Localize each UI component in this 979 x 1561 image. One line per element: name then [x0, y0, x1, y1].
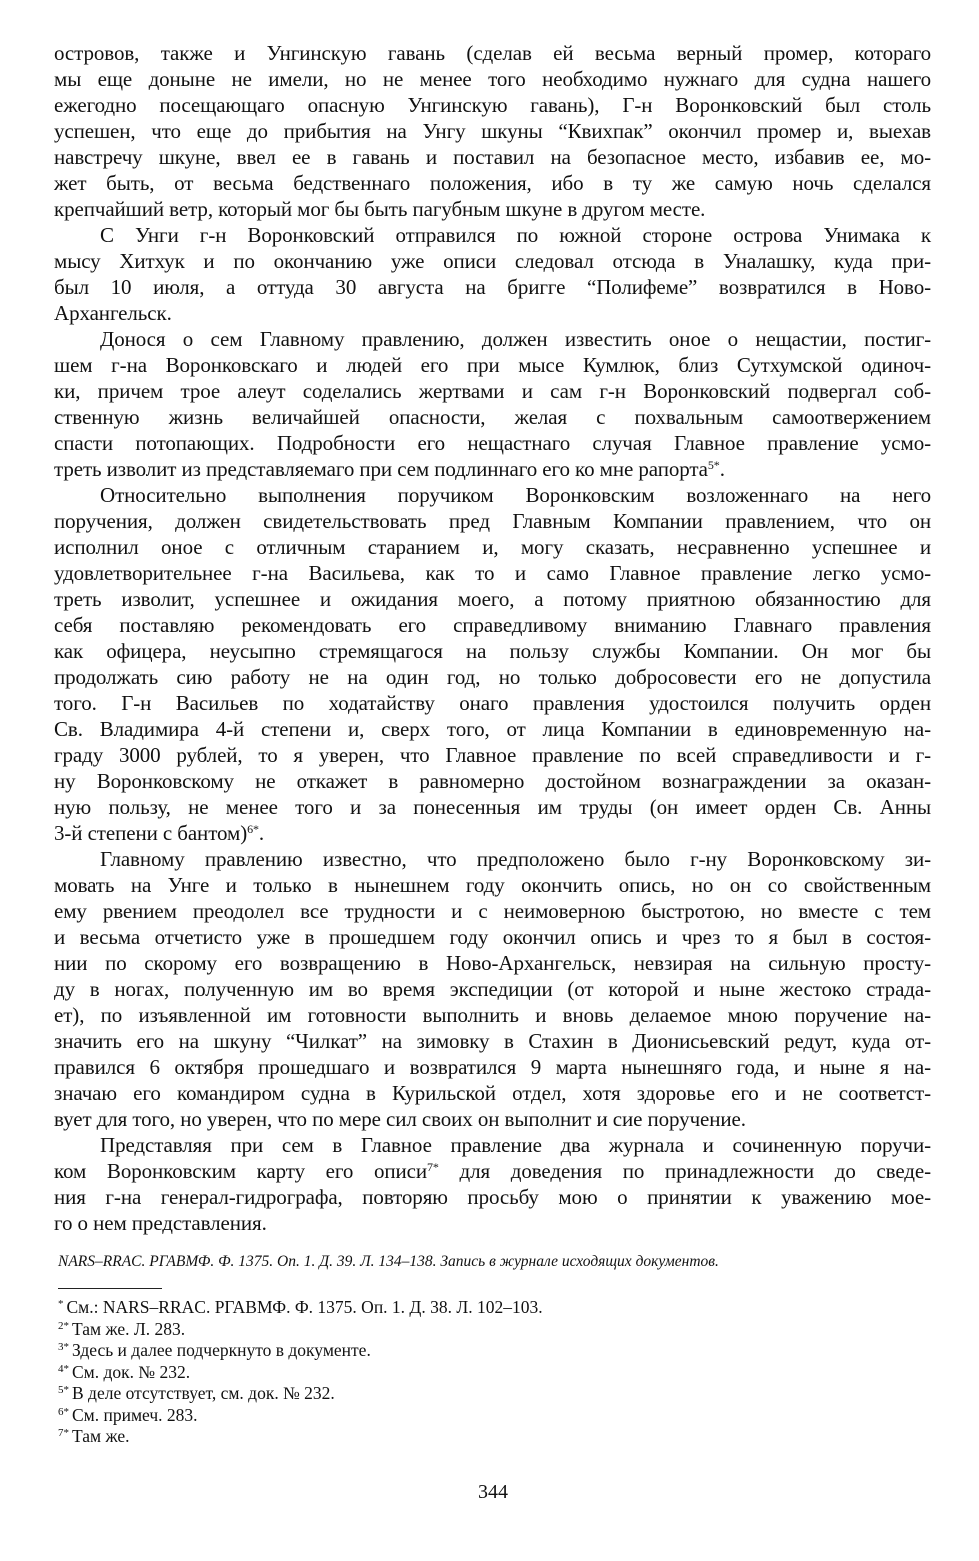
footnote-mark: 5* [58, 1384, 69, 1396]
text-line [54, 976, 931, 1002]
line-text: жет быть, от весьма бедственнаго положения, ибо в ту же самую ночь сделался [54, 171, 931, 195]
footnote-item [58, 1297, 543, 1319]
line-text: Представляя при сем в Главное правление два журнала и сочиненную поручи- [100, 1133, 931, 1157]
line-text: продолжать сию работу не на один год, но только добросовести его не допустила [54, 665, 931, 689]
line-text-after: для доведения по принадлежности до сведе- [438, 1159, 931, 1183]
footnote-item [58, 1426, 543, 1448]
line-text: мовать на Унге и только в нынешнем году окончить опись, но он со свойственным [54, 873, 931, 897]
line-text: шем г-на Воронковскаго и людей его при мысе Кумлюк, близ Сутхумской одиноч- [54, 353, 931, 377]
line-text: Архангельск. [54, 301, 172, 325]
text-line [54, 300, 931, 326]
text-line [54, 274, 931, 300]
line-text: Относительно выполнения поручиком Воронковским возложеннаго на него [100, 483, 931, 507]
line-text: граду 3000 рублей, то я уверен, что Главное правление по всей справедливости и г- [54, 743, 931, 767]
text-line [54, 92, 931, 118]
line-text: значить его на шкуну “Чилкат” на зимовку в Стахин в Дионисьевский редут, куда от- [54, 1029, 931, 1053]
line-text: Главному правлению известно, что предположено было г-ну Воронковскому зи- [100, 847, 931, 871]
text-line [54, 66, 931, 92]
footnote-text: См. примеч. 283. [72, 1404, 198, 1425]
text-line [54, 820, 931, 846]
text-line [54, 170, 931, 196]
text-line [54, 508, 931, 534]
text-line [54, 482, 931, 508]
line-text: ежегодно посещающаго опасную Унгинскую гавань), Г-н Воронковский был столь [54, 93, 931, 117]
footnote-item [58, 1383, 543, 1405]
line-text: и весьма отчетисто уже в прошедшем году окончил опись и чрез то я был в состоя- [54, 925, 931, 949]
footnote-text: См. док. № 232. [72, 1361, 191, 1382]
line-text: навстречу шкуне, ввел ее в гавань и поставил на безопасное место, избавив ее, мо- [54, 145, 931, 169]
text-line [54, 924, 931, 950]
text-line [54, 794, 931, 820]
text-line [54, 534, 931, 560]
footnotes [58, 1297, 543, 1448]
text-line [54, 742, 931, 768]
line-text: ну Воронковскому не откажет в равномерно достойном вознаграждении за оказан- [54, 769, 931, 793]
text-line [54, 1132, 931, 1158]
footnote-mark: 4* [58, 1362, 69, 1375]
footnote-item [58, 1340, 543, 1362]
line-text: ет), по изъявленной им готовности выполнить и вновь делаемое мною поручение на- [54, 1003, 931, 1027]
line-text: ственную жизнь величайшей опасности, желая с похвальным самоотвержением [54, 405, 931, 429]
footnote-item [58, 1405, 543, 1427]
footnote-text: Там же. [72, 1426, 130, 1446]
footnote-text: См.: NARS–RRAC. РГАВМФ. Ф. 1375. Оп. 1. Д. 38. Л. 102–103. [66, 1297, 543, 1317]
text-line [54, 352, 931, 378]
line-text: спасти потопающих. Подробности его нещастнаго случая Главное правление усмо- [54, 431, 931, 455]
text-line [54, 144, 931, 170]
footnote-mark: 6* [58, 1405, 69, 1418]
text-line [54, 898, 931, 924]
line-text: исполнил оное с отличным старанием и, могу сказать, несравненно успешнее и [54, 535, 931, 559]
footnote-item [58, 1362, 543, 1384]
line-text: того. Г-н Васильев по ходатайству онаго правления удостоился получить орден [54, 691, 931, 715]
text-line [54, 1080, 931, 1106]
footnote-mark: * [58, 1298, 64, 1310]
footnote-mark: 3* [58, 1341, 69, 1353]
text-line [54, 40, 931, 66]
text-line [54, 1158, 931, 1184]
text-line [54, 690, 931, 716]
line-text: мысу Хитхук и по окончанию уже описи следовал отсюда в Уналашку, куда при- [54, 249, 931, 273]
line-text: Донося о сем Главному правлению, должен известить оное о нещастии, постиг- [100, 327, 931, 351]
text-line [54, 118, 931, 144]
footnote-text: В деле отсутствует, см. док. № 232. [72, 1383, 335, 1403]
line-text: ния г-на генерал-гидрографа, повторяю просьбу мою о принятии к уважению мое- [54, 1185, 931, 1209]
document-body [54, 40, 931, 1236]
footnote-divider [58, 1288, 162, 1289]
line-text: поручения, должен свидетельствовать пред Главным Компании правлением, что он [54, 509, 931, 533]
footnote-text: Здесь и далее подчеркнуто в документе. [72, 1340, 371, 1360]
footnote-text: Там же. Л. 283. [72, 1318, 186, 1339]
text-line [54, 1054, 931, 1080]
text-line [54, 404, 931, 430]
page-number: 344 [478, 1481, 508, 1503]
text-line [54, 326, 931, 352]
line-text: С Унги г-н Воронковский отправился по южной стороне острова Унимака к [100, 223, 931, 247]
line-text: треть изволит из представляемаго при сем подлиннаго его ко мне рапорта [54, 457, 708, 481]
footnote-reference[interactable]: 5* [707, 458, 720, 472]
text-line [54, 1106, 931, 1132]
text-line [54, 664, 931, 690]
footnote-item [58, 1319, 543, 1341]
line-text: 3-й степени с бантом) [54, 821, 248, 845]
line-text: как офицера, неусыпно стремящагося на пользу службы Компании. Он мог бы [54, 639, 931, 663]
line-text: удовлетворительнее г-на Васильева, как то и само Главное правление легко усмо- [54, 561, 931, 585]
text-line [54, 716, 931, 742]
text-line [54, 586, 931, 612]
text-line [54, 612, 931, 638]
line-text: го о нем представления. [54, 1211, 267, 1235]
text-line [54, 872, 931, 898]
line-text: вует для того, но уверен, что по мере сил своих он выполнит и сие поручение. [54, 1107, 746, 1131]
line-text: ком Воронковским карту его описи [54, 1159, 428, 1183]
footnote-mark: 2* [58, 1319, 69, 1332]
line-text: Св. Владимира 4-й степени и, сверх того, от лица Компании в единовременную на- [54, 717, 931, 741]
line-text: треть изволит, успешнее и ожидания моего, а потому приятною обязанностию для [54, 587, 931, 611]
line-text: успешен, что еще до прибытия на Унгу шкуны “Квихпак” окончил промер и, выехав [54, 119, 931, 143]
line-text: ную пользу, не менее того и за понесенныя им труды (он имеет орден Св. Анны [54, 795, 931, 819]
line-text: был 10 июля, а оттуда 30 августа на бригге “Полифеме” возвратился в Ново- [54, 275, 931, 299]
text-line [54, 378, 931, 404]
line-text: мы еще доныне не имели, но не менее того необходимо нужнаго для судна нашего [54, 67, 931, 91]
text-line [54, 456, 931, 482]
line-text: значаю его командиром судна в Курильской отдел, хотя здоровье его и не соответст- [54, 1081, 931, 1105]
line-text-after: . [258, 821, 265, 845]
text-line [54, 846, 931, 872]
footnote-mark: 7* [58, 1427, 69, 1439]
line-text: правился 6 октября прошедшаго и возвратился 9 марта нынешняго года, и ныне я на- [54, 1055, 931, 1079]
line-text: ду в ногах, полученную им во время экспедиции (от которой и ныне жестоко страда- [54, 977, 931, 1001]
footnote-reference[interactable]: 6* [247, 822, 259, 836]
text-line [54, 638, 931, 664]
text-line [54, 950, 931, 976]
text-line [54, 1184, 931, 1210]
line-text: крепчайший ветр, который мог бы быть пагубным шкуне в другом месте. [54, 197, 706, 221]
text-line [54, 222, 931, 248]
line-text: себя поставляю рекомендовать его справедливому вниманию Главнаго правления [54, 613, 931, 637]
archival-source-note: NARS–RRAC. РГАВМФ. Ф. 1375. Оп. 1. Д. 39. Л. 134–138. Запись в журнале исходящих документов. [58, 1253, 719, 1270]
text-line [54, 768, 931, 794]
text-line [54, 248, 931, 274]
text-line [54, 560, 931, 586]
line-text: нии по скорому его возвращению в Ново-Архангельск, невзирая на сильную просту- [54, 951, 931, 975]
line-text: ему рвением преодолел все трудности и с неимоверною быстротою, но вместе с тем [54, 899, 931, 923]
footnote-reference[interactable]: 7* [427, 1160, 439, 1174]
text-line [54, 196, 931, 222]
text-line [54, 1210, 931, 1236]
line-text: ки, причем трое алеут соделались жертвами и сам г-н Воронковский подвергал соб- [54, 379, 931, 403]
text-line [54, 1028, 931, 1054]
text-line [54, 430, 931, 456]
line-text: островов, также и Унгинскую гавань (сделав ей весьма верный промер, котораго [54, 41, 931, 65]
text-line [54, 1002, 931, 1028]
line-text-after: . [719, 457, 725, 481]
